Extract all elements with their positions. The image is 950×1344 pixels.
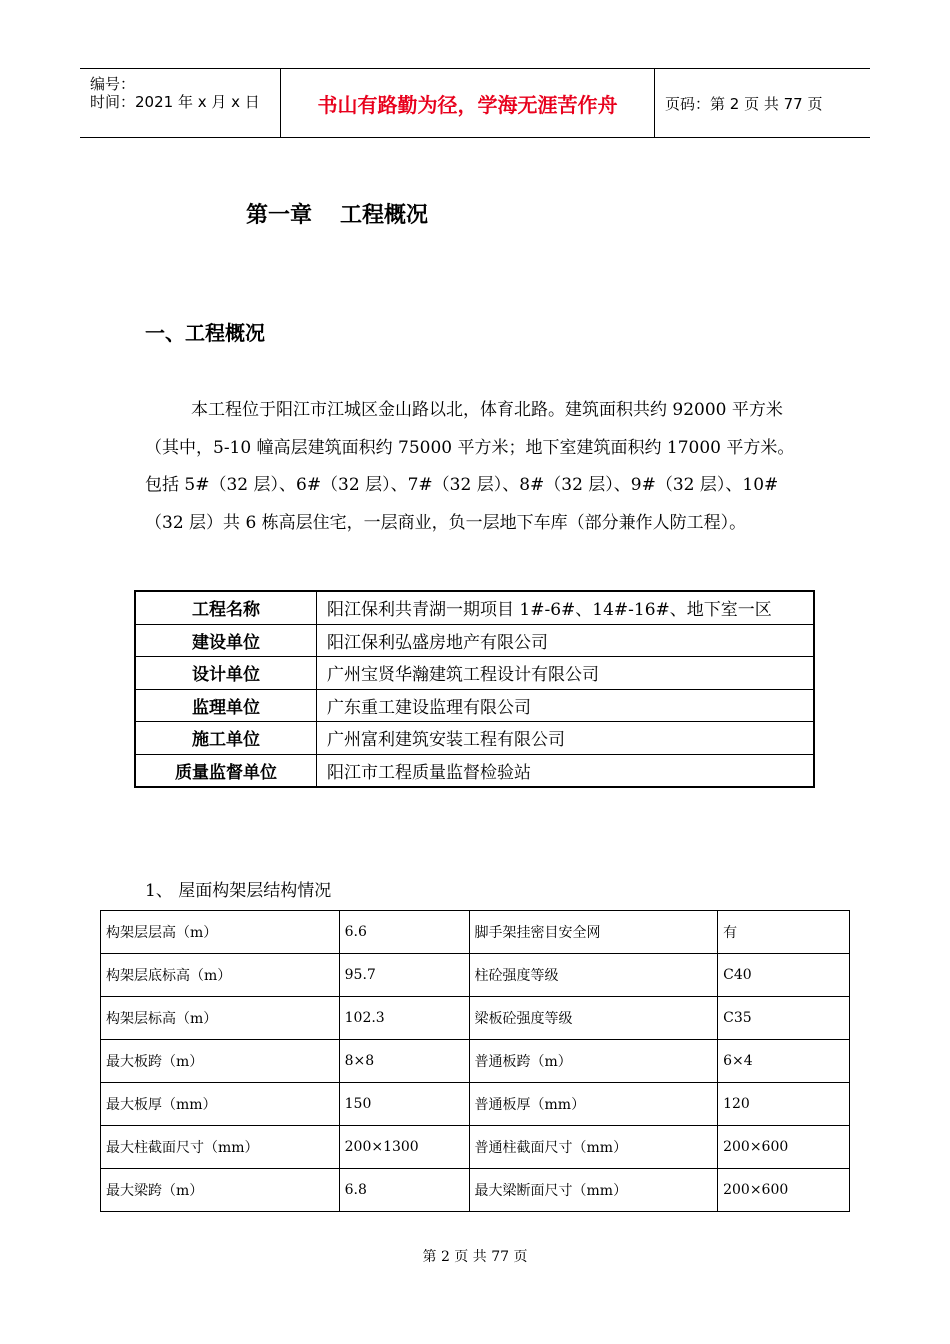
info-key: 施工单位 xyxy=(135,722,317,755)
chapter-name: 工程概况 xyxy=(340,203,429,228)
table-cell: 构架层底标高（m） xyxy=(101,954,340,997)
table-cell: 95.7 xyxy=(339,954,469,997)
table-cell: 6.8 xyxy=(339,1169,469,1212)
info-value: 阳江市工程质量监督检验站 xyxy=(317,754,815,787)
table-cell: 200×600 xyxy=(718,1126,850,1169)
roof-structure-heading: 1、 屋面构架层结构情况 xyxy=(145,881,332,901)
table-row xyxy=(135,591,814,624)
table-row xyxy=(101,1126,850,1169)
chapter-prefix: 第一章 xyxy=(246,203,313,228)
info-key: 质量监督单位 xyxy=(135,754,317,787)
section-title: 一、工程概况 xyxy=(145,321,265,345)
table-cell: 梁板砼强度等级 xyxy=(469,997,718,1040)
table-cell: 普通柱截面尺寸（mm） xyxy=(469,1126,718,1169)
table-cell: 脚手架挂密目安全网 xyxy=(469,911,718,954)
table-cell: 最大板跨（m） xyxy=(101,1040,340,1083)
document-number-label: 编号： xyxy=(90,75,136,93)
table-cell: 200×600 xyxy=(718,1169,850,1212)
info-value: 阳江保利弘盛房地产有限公司 xyxy=(317,624,815,657)
table-cell: 柱砼强度等级 xyxy=(469,954,718,997)
header-motto: 书山有路勤为径，学海无涯苦作舟 xyxy=(281,69,655,137)
table-cell: 构架层标高（m） xyxy=(101,997,340,1040)
table-row xyxy=(101,911,850,954)
info-value: 广东重工建设监理有限公司 xyxy=(317,689,815,722)
table-row xyxy=(135,754,814,787)
table-cell: 120 xyxy=(718,1083,850,1126)
info-key: 监理单位 xyxy=(135,689,317,722)
table-cell: 普通板厚（mm） xyxy=(469,1083,718,1126)
roof-structure-table xyxy=(100,910,850,1212)
table-cell: 普通板跨（m） xyxy=(469,1040,718,1083)
info-key: 建设单位 xyxy=(135,624,317,657)
table-cell: C40 xyxy=(718,954,850,997)
header-page-number: 页码：第 2 页 共 77 页 xyxy=(665,94,823,113)
table-cell: 最大梁跨（m） xyxy=(101,1169,340,1212)
info-key: 工程名称 xyxy=(135,591,317,624)
table-row xyxy=(101,1169,850,1212)
table-row xyxy=(135,624,814,657)
page-header xyxy=(80,68,870,138)
table-row xyxy=(135,657,814,690)
info-value: 广州富利建筑安装工程有限公司 xyxy=(317,722,815,755)
chapter-title xyxy=(246,198,428,229)
table-cell: 150 xyxy=(339,1083,469,1126)
table-cell: 有 xyxy=(718,911,850,954)
table-cell: 构架层层高（m） xyxy=(101,911,340,954)
table-cell: 最大梁断面尺寸（mm） xyxy=(469,1169,718,1212)
table-cell: 200×1300 xyxy=(339,1126,469,1169)
table-cell: C35 xyxy=(718,997,850,1040)
table-cell: 最大柱截面尺寸（mm） xyxy=(101,1126,340,1169)
project-info-table xyxy=(134,590,815,788)
table-cell: 最大板厚（mm） xyxy=(101,1083,340,1126)
info-value: 广州宝贤华瀚建筑工程设计有限公司 xyxy=(317,657,815,690)
table-row xyxy=(101,954,850,997)
header-meta xyxy=(80,69,281,137)
table-cell: 6.6 xyxy=(339,911,469,954)
table-row xyxy=(101,1040,850,1083)
table-row xyxy=(135,722,814,755)
document-date-label: 时间：2021 年 x 月 x 日 xyxy=(90,93,260,111)
info-key: 设计单位 xyxy=(135,657,317,690)
table-cell: 102.3 xyxy=(339,997,469,1040)
table-row xyxy=(101,997,850,1040)
table-cell: 8×8 xyxy=(339,1040,469,1083)
table-row xyxy=(101,1083,850,1126)
info-value: 阳江保利共青湖一期项目 1#-6#、14#-16#、地下室一区 xyxy=(317,591,815,624)
page-footer: 第 2 页 共 77 页 xyxy=(422,1249,528,1265)
table-row xyxy=(135,689,814,722)
intro-paragraph: 本工程位于阳江市江城区金山路以北，体育北路。建筑面积共约 92000 平方米（其中，5-10 幢高层建筑面积约 75000 平方米；地下室建筑面积约 17000 平方米。包括 5#（32 层）、6#（32 层）、7#（32 层）、8#（32 层）、9#（32 层）、10#（32 层）共 6 栋高层住宅，一层商业，负一层地下车库（部分兼作人防工程）。 xyxy=(145,400,795,533)
table-cell: 6×4 xyxy=(718,1040,850,1083)
